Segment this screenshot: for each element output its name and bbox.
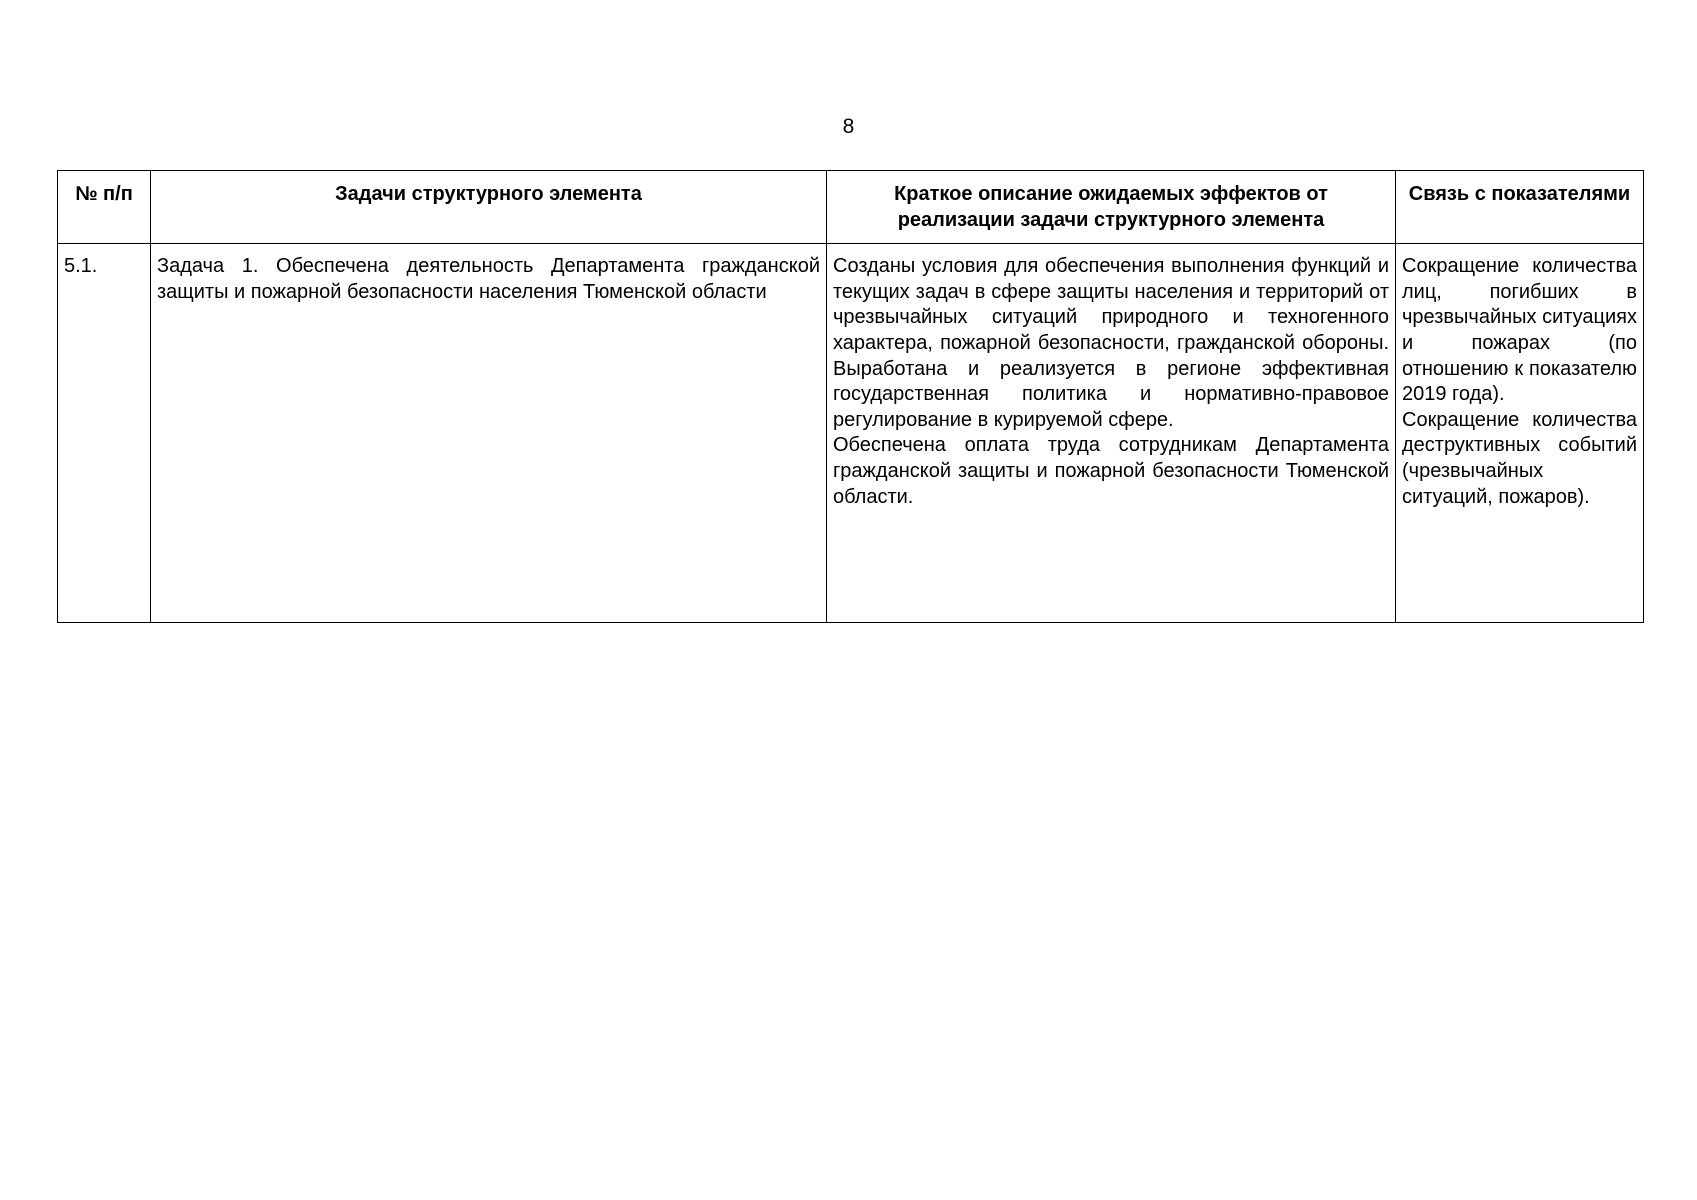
row-num: 5.1. [58, 244, 151, 623]
effects-paragraph: Обеспечена оплата труда сотрудникам Департамента гражданской защиты и пожарной безопасности Тюменской области. [833, 434, 1389, 508]
row-indicators [1396, 244, 1644, 623]
header-indicators: Связь с показателями [1396, 171, 1644, 244]
row-effects [827, 244, 1396, 623]
row-task: Задача 1. Обеспечена деятельность Департамента гражданской защиты и пожарной безопасности населения Тюменской области [151, 244, 827, 623]
page-number: 8 [842, 115, 855, 138]
header-tasks: Задачи структурного элемента [151, 171, 827, 244]
indicator-paragraph: Сокращение количества лиц, погибших в чрезвычайных ситуациях и пожарах (по отношению к показателю 2019 года). [1402, 255, 1637, 406]
header-effects: Краткое описание ожидаемых эффектов от реализации задачи структурного элемента [827, 171, 1396, 244]
structural-element-tasks-table [57, 170, 1644, 623]
table-header-row [58, 171, 1644, 244]
indicator-paragraph: Сокращение количества деструктивных событий (чрезвычайных ситуаций, пожаров). [1402, 408, 1637, 508]
table-row [58, 244, 1644, 623]
effects-paragraph: Созданы условия для обеспечения выполнения функций и текущих задач в сфере защиты населения и территорий от чрезвычайных ситуаций природного и техногенного характера, пожарной безопасности, гражданской обороны. Выработана и реализуется в регионе эффективная государственная политика и нормативно-правовое регулирование в курируемой сфере. [833, 255, 1389, 431]
header-num: № п/п [58, 171, 151, 244]
